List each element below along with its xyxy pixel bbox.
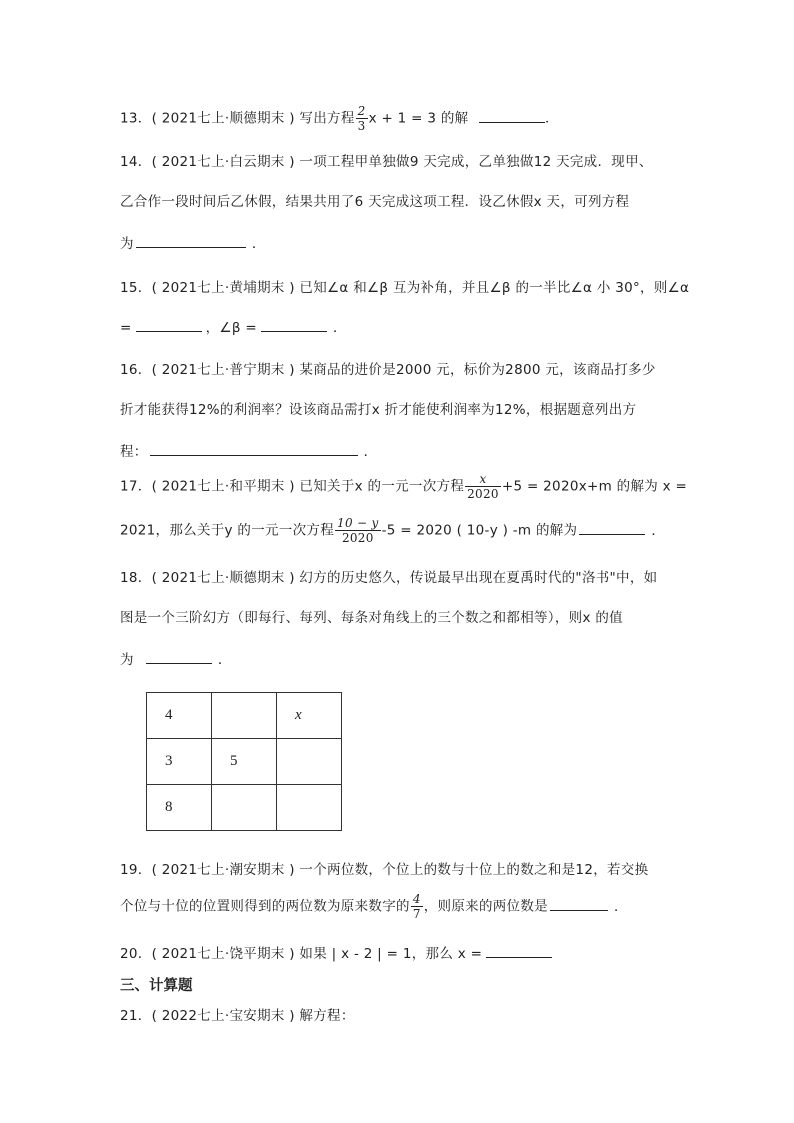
- table-row: [147, 785, 342, 831]
- question-14-line-3: 为 ．: [120, 232, 266, 252]
- question-21: 21．( 2022七上·宝安期末 ) 解方程：: [120, 1008, 355, 1024]
- magic-square-cell: [277, 739, 342, 785]
- question-15-line-1: 15．( 2021七上·黄埔期末 ) 已知∠α 和∠β 互为补角，并且∠β 的一半比∠α 小 30°，则∠α: [120, 280, 690, 296]
- question-17-line-1: 17．( 2021七上·和平期末 ) 已知关于x 的一元一次方程 $\frac{x}{2020}$ +5 = 2020x+m 的解为 x =: [120, 472, 688, 501]
- question-20: 20．( 2021七上·饶平期末 ) 如果 | x - 2 | = 1，那么 x =: [120, 942, 552, 962]
- q19-fraction: $\frac{4}{7}$: [412, 892, 421, 921]
- answer-blank[interactable]: [579, 520, 645, 535]
- question-18-line-3: 为 ．: [120, 648, 232, 668]
- question-17-line-2: 2021，那么关于y 的一元一次方程 $\frac{10 - y}{2020}$ -5 = 2020 ( 10-y ) -m 的解为 ．: [120, 516, 666, 545]
- q17-fraction-2: $\frac{10 - y}{2020}$: [337, 516, 379, 545]
- answer-blank[interactable]: [550, 896, 608, 911]
- answer-blank[interactable]: [136, 317, 202, 332]
- question-15-line-2: = ，∠β = ．: [120, 316, 347, 336]
- q13-fraction: $\frac{2}{3}$: [357, 104, 366, 133]
- magic-square-cell: 5: [212, 739, 277, 785]
- magic-square-cell: [212, 693, 277, 739]
- question-14-line-2: 乙合作一段时间后乙休假，结果共用了6 天完成这项工程．设乙休假x 天，可列方程: [120, 194, 630, 210]
- question-16-line-3: 程： ．: [120, 440, 377, 460]
- magic-square-cell: [212, 785, 277, 831]
- question-19-line-2: 个位与十位的位置则得到的两位数为原来数字的 $\frac{4}{7}$ ，则原来的两位数是 ．: [120, 892, 628, 921]
- magic-square-cell: 3: [147, 739, 212, 785]
- table-row: [147, 739, 342, 785]
- answer-blank[interactable]: [479, 108, 545, 123]
- answer-blank[interactable]: [146, 649, 212, 664]
- q13-text-2: x + 1 = 3 的解: [368, 110, 469, 127]
- question-19-line-1: 19．( 2021七上·潮安期末 ) 一个两位数，个位上的数与十位上的数之和是12，若交换: [120, 862, 649, 878]
- magic-square-table: [146, 692, 342, 831]
- answer-blank[interactable]: [136, 233, 246, 248]
- magic-square-cell: [277, 785, 342, 831]
- answer-blank[interactable]: [486, 943, 552, 958]
- question-18-line-2: 图是一个三阶幻方（即每行、每列、每条对角线上的三个数之和都相等），则x 的值: [120, 610, 623, 626]
- question-14-line-1: 14．( 2021七上·白云期末 ) 一项工程甲单独做9 天完成，乙单独做12 天完成．现甲、: [120, 154, 653, 170]
- question-13: 13．( 2021七上·顺德期末 ) 写出方程 $\frac{2}{3}$ x + 1 = 3 的解 ．: [120, 104, 559, 133]
- question-16-line-2: 折才能获得12%的利润率？设该商品需打x 折才能使利润率为12%，根据题意列出方: [120, 402, 637, 418]
- answer-blank[interactable]: [150, 441, 358, 456]
- section-heading: 三、计算题: [120, 978, 193, 994]
- q13-text: 13．( 2021七上·顺德期末 ) 写出方程: [120, 110, 355, 127]
- answer-blank[interactable]: [261, 317, 327, 332]
- magic-square-cell: 4: [147, 693, 212, 739]
- magic-square-cell: 8: [147, 785, 212, 831]
- table-row: [147, 693, 342, 739]
- question-18-line-1: 18．( 2021七上·顺德期末 ) 幻方的历史悠久，传说最早出现在夏禹时代的"洛书"中，如: [120, 570, 658, 586]
- magic-square-cell: x: [277, 693, 342, 739]
- q17-fraction-1: $\frac{x}{2020}$: [467, 472, 499, 501]
- question-16-line-1: 16．( 2021七上·普宁期末 ) 某商品的进价是2000 元，标价为2800 元，该商品打多少: [120, 362, 656, 378]
